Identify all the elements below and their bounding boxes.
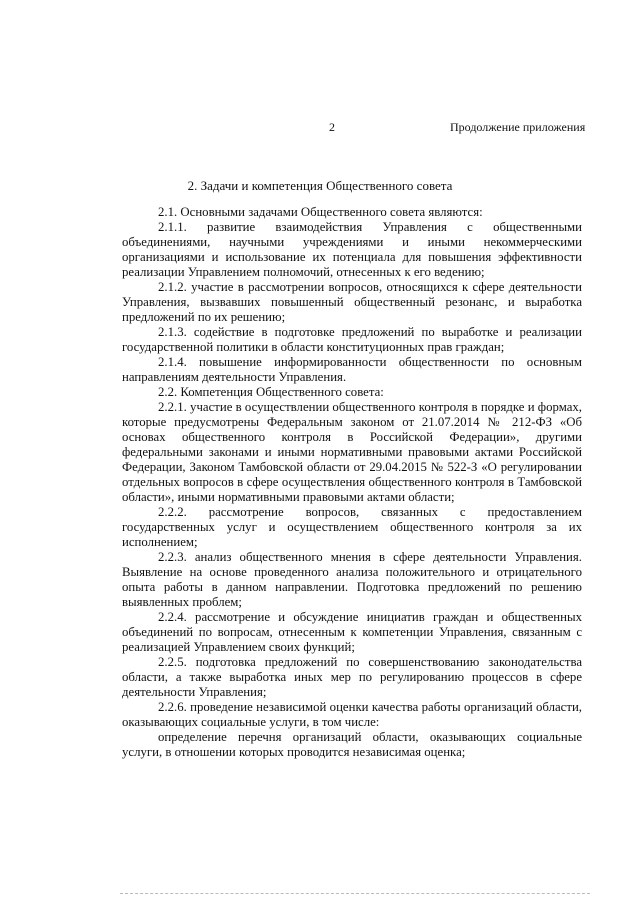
paragraph-list-item: определение перечня организаций области, оказывающих социальные услуги, в отношении которых проводится независимая оценка; xyxy=(122,730,582,759)
paragraph-2-2-3: 2.2.3. анализ общественного мнения в сфере деятельности Управления. Выявление на основе проведенного анализа положительного и отрицательного опыта работы в данном направлении. Подготовка предложений по решению выявленных проблем; xyxy=(122,550,582,609)
paragraph-2-1-2: 2.1.2. участие в рассмотрении вопросов, относящихся к сфере деятельности Управления, вызвавших повышенный общественный резонанс, и выработка предложений по их решению; xyxy=(122,280,582,324)
paragraph-2-2-2: 2.2.2. рассмотрение вопросов, связанных с предоставлением государственных услуг и осуществлением общественного контроля за их исполнением; xyxy=(122,505,582,549)
paragraph-2-2: 2.2. Компетенция Общественного совета: xyxy=(158,385,384,399)
paragraph-2-2-1: 2.2.1. участие в осуществлении общественного контроля в порядке и формах, которые предусмотрены Федеральным законом от 21.07.2014 № 212-ФЗ «Об основах общественного контроля в Российской Федерации», другими федеральными законами и иными нормативными правовыми актами Российской Федерации, Законом Тамбовской области от 29.04.2015 № 522-З «О регулировании отдельных вопросов в сфере осуществления общественного контроля в Тамбовской области», иными нормативными правовыми актами области; xyxy=(122,400,582,504)
paragraph-2-1: 2.1. Основными задачами Общественного совета являются: xyxy=(158,205,483,219)
running-head: Продолжение приложения xyxy=(450,120,586,134)
document-body xyxy=(122,205,582,760)
paragraph-2-1-4: 2.1.4. повышение информированности общественности по основным направлениям деятельности Управления. xyxy=(122,355,582,384)
paragraph-2-2-5: 2.2.5. подготовка предложений по совершенствованию законодательства области, а также выработка иных мер по регулированию процессов в сфере деятельности Управления; xyxy=(122,655,582,699)
paragraph-2-1-1: 2.1.1. развитие взаимодействия Управления с общественными объединениями, научными учреждениями и иными некоммерческими организациями и использование их потенциала для повышения эффективности реализации Управлением полномочий, отнесенных к его ведению; xyxy=(122,220,582,279)
section-title: 2. Задачи и компетенция Общественного совета xyxy=(187,178,453,193)
paragraph-2-1-3: 2.1.3. содействие в подготовке предложений по выработке и реализации государственной политики в области конституционных прав граждан; xyxy=(122,325,582,354)
scan-edge-marks xyxy=(120,893,590,896)
page-number: 2 xyxy=(329,120,335,134)
paragraph-2-2-6: 2.2.6. проведение независимой оценки качества работы организаций области, оказывающих социальные услуги, в том числе: xyxy=(122,700,582,729)
paragraph-2-2-4: 2.2.4. рассмотрение и обсуждение инициатив граждан и общественных объединений по вопросам, отнесенным к компетенции Управления, связанным с реализацией Управлением своих функций; xyxy=(122,610,582,654)
